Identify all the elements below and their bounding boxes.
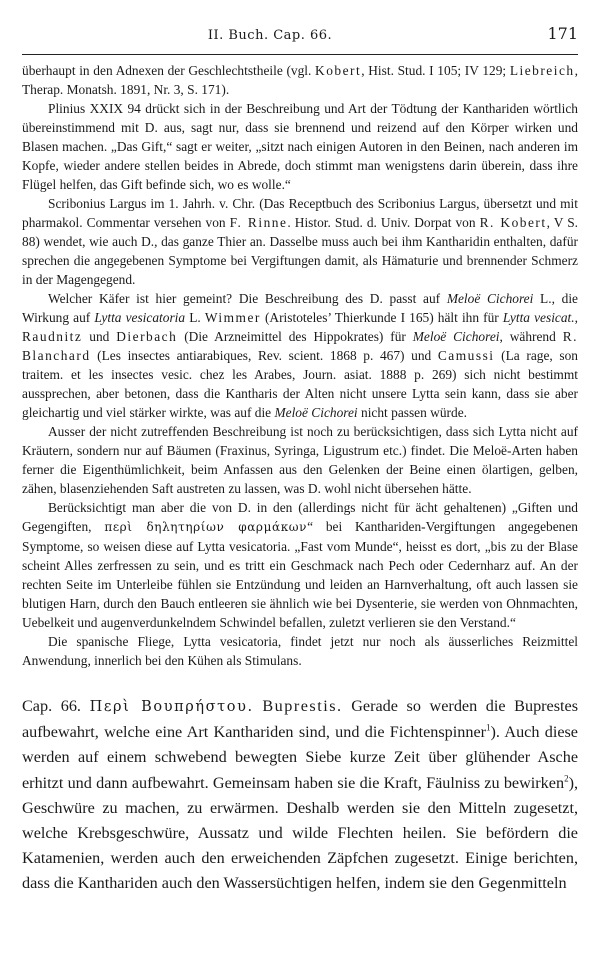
chapter-label: Cap. 66. <box>22 697 81 715</box>
author-name: Raudnitz <box>22 329 83 344</box>
text-run: ), Geschwüre zu machen, zu erwärmen. Deshalb werden sie den Mitteln zugesetzt, welche Krebsgeschwüre, Aussatz und wilde Flechten heilen. Sie befördern die Katamenien, werden auch den erweichenden Zäpfchen zugesetzt. Einige berichten, dass die Kanthariden auch den Wassersüchtigen helfen, indem sie den Gegenmitteln <box>22 773 578 893</box>
note-paragraph-6 <box>22 498 578 632</box>
author-name: R. Blanchard <box>22 329 578 363</box>
species-name: Meloë Cichorei <box>412 329 500 344</box>
note-paragraph-7: Die spanische Fliege, Lytta vesicatoria, findet jetzt nur noch als äusserliches Reizmittel Anwendung, innerlich bei den Kühen als Stimulans. <box>22 634 578 668</box>
author-name: Wimmer <box>204 310 261 325</box>
running-head: II. Buch. Cap. 66. <box>207 28 333 43</box>
text-run: (Aristoteles’ Thierkunde I 165) hält ihn für <box>260 310 503 325</box>
author-name: Liebreich <box>509 63 575 78</box>
author-name: F. Rinne <box>229 215 288 230</box>
page-number: 171 <box>547 24 578 43</box>
footnote-marker[interactable]: 1 <box>486 722 491 733</box>
greek-heading: Περὶ Βουπρήστου. <box>89 699 254 715</box>
text-run: und <box>82 329 117 344</box>
text-run: Welcher Käfer ist hier gemeint? Die Beschreibung des D. passt auf <box>48 291 447 306</box>
species-name: Meloë Cichorei <box>274 405 358 420</box>
note-paragraph-4 <box>22 289 578 422</box>
text-run: Berücksichtigt man aber die von D. in den (allerdings nicht für ächt gehaltenen) „Giften und Gegengiften, <box>22 500 578 534</box>
text-run: (Les insectes antiarabiques, Rev. scient. 1868 p. 467) und <box>90 348 438 363</box>
text-run: ). Auch diese werden auf einem schwebend bewegten Siebe kurze Zeit über glühender Asche erhitzt und dann aufbewahrt. Gemeinsam haben sie die Kraft, Fäulniss zu bewirken <box>22 723 578 792</box>
text-run: L. <box>185 310 205 325</box>
text-run: , <box>574 310 578 325</box>
text-run: , Hist. Stud. I 105; IV 129; <box>361 63 510 78</box>
text-run: “ bei Kanthariden-Vergiftungen angegebenen Symptome, so weisen diese auf Lytta vesicatoria. „Fast vom Munde“, heisst es dort, „bis zu der Blase scheint Alles zerfressen zu sein, und es tritt ein Geschmack nach Pech oder Cedernharz auf. An der rechten Seite im Unterleibe fühlen sie Entzündung und leiden an Harnverhaltung, oft auch lassen sie blutigen Harn, durch den Bauch entleeren sie ähnlich wie bei Dysenterie, sie werden von Ohnmachten, Uebelkeit und augenverdunkelndem Schwindel befallen, zuletzt verlieren sie den Verstand.“ <box>22 519 578 630</box>
note-paragraph-3 <box>22 194 578 289</box>
header-rule <box>22 54 578 55</box>
species-name: Meloë Cichorei <box>446 291 534 306</box>
author-name: Dierbach <box>116 329 178 344</box>
note-paragraph-5: Ausser der nicht zutreffenden Beschreibung ist noch zu berücksichtigen, dass sich Lytta nicht auf Kräutern, sondern nur auf Bäumen (Fraxinus, Syringa, Ligustrum etc.) findet. Die Meloë-Arten haben ferner die Eigenthümlichkeit, beim Anfassen aus den Gelenken der Beine einen ölartigen, gelben, zähen, blasenziehenden Saft austreten zu lassen, was D. wohl nicht übersehen hätte. <box>22 424 578 496</box>
page-header <box>22 22 578 50</box>
latin-heading: Buprestis. <box>262 697 343 715</box>
text-run: (Die Arzneimittel des Hippokrates) für <box>177 329 413 344</box>
author-name: Kobert <box>315 63 362 78</box>
text-run: , während <box>499 329 563 344</box>
text-run: Scribonius Largus im 1. Jahrh. v. Chr. (Das Receptbuch des Scribonius Largus, übersetzt und mit pharmakol. Commentar versehen von <box>22 196 578 230</box>
text-run: , V S. 88) wendet, wie auch D., das ganze Thier an. Dasselbe muss auch bei ihm Kantharidin enthalten, dafür sprechen die angegebenen Symptome bei Vergiftungen damit, als Hämaturie und brennender Schmerz in der Magengegend. <box>22 215 578 287</box>
text-run: (La rage, son traitem. et les insectes vesic. chez les Arabes, Journ. asiat. 1888 p. 269) sich nicht bestimmt aussprechen, aber betonen, dass die Kantharis der Alten nicht unsere Lytta sein kann, dass sie aber gleichartig und viel stärker wirkte, was auf die <box>22 348 578 420</box>
species-name: Lytta vesicatoria <box>94 310 186 325</box>
note-paragraph-2: Plinius XXIX 94 drückt sich in der Beschreibung und Art der Tödtung der Kanthariden wörtlich übereinstimmend mit D. aus, sagt nur, dass sie brennend und reizend auf den Körper wirken und Blasen machen. „Das Gift,“ sagt er weiter, „sitzt nach einigen Autoren in den Beinen, nach anderen im Kopfe, wieder andere stellen beides in Abrede, doch stimmt man wenigstens darin überein, dass ihre Flügel helfen, das Gift befinde sich, wo es wolle.“ <box>22 101 578 192</box>
commentary-notes <box>22 61 578 670</box>
text-run: überhaupt in den Adnexen der Geschlechtstheile (vgl. <box>22 63 316 78</box>
text-run: L., die Wirkung auf <box>22 291 578 325</box>
text-run: , Therap. Monatsh. 1891, Nr. 3, S. 171). <box>22 63 578 97</box>
chapter-text <box>22 694 578 897</box>
text-run: Gerade so werden die Buprestes aufbewahrt, welche eine Art Kanthariden sind, und die Fichtenspinner <box>22 697 579 742</box>
note-paragraph-1 <box>22 61 578 99</box>
greek-title: περὶ δηλητηρίων φαρμάκων <box>104 520 308 534</box>
text-run: nicht passen würde. <box>357 405 467 420</box>
author-name: R. Kobert <box>479 215 547 230</box>
chapter-paragraph <box>22 694 578 897</box>
text-run: . Histor. Stud. d. Univ. Dorpat von <box>287 215 480 230</box>
species-name: Lytta vesicat. <box>502 310 575 325</box>
author-name: Camussi <box>437 348 495 363</box>
footnote-marker[interactable]: 2 <box>564 773 569 784</box>
